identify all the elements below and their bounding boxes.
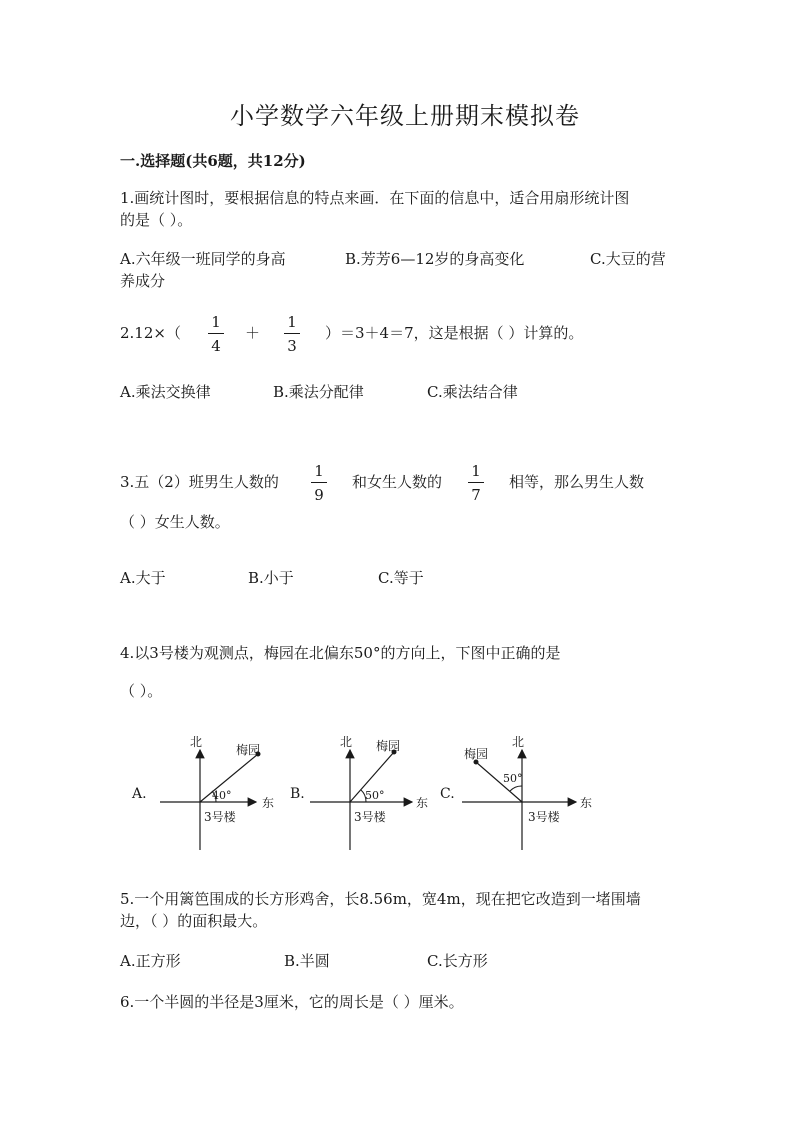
- q2-fraction-1-denominator: 4: [211, 337, 221, 355]
- diagram-a-angle-label: 40°: [212, 789, 232, 802]
- diagram-b-angle-label: 50°: [365, 789, 385, 802]
- q2-plus-sign: ＋: [245, 324, 261, 342]
- q5-option-a: A.正方形: [120, 952, 181, 970]
- q1-option-a: A.六年级一班同学的身高: [120, 250, 286, 268]
- diagram-b-east-label: 东: [416, 796, 429, 810]
- q2-prefix: 2.12×（: [120, 324, 181, 342]
- q2-fraction-2-numerator: 1: [287, 313, 297, 331]
- q2-option-c: C.乘法结合律: [427, 383, 518, 401]
- diagram-a-origin-label: 3号楼: [204, 810, 236, 824]
- q5-option-c: C.长方形: [427, 952, 488, 970]
- q1-option-b: B.芳芳6—12岁的身高变化: [345, 250, 525, 268]
- q3-fraction-1: [309, 461, 329, 505]
- diagram-c-label: C.: [440, 786, 455, 802]
- diagram-c-target-label: 梅园: [464, 747, 489, 761]
- q3-suffix: 相等，那么男生人数: [509, 473, 645, 491]
- diagram-c-north-label: 北: [512, 735, 525, 749]
- diagram-c-angle-arc: [510, 786, 522, 791]
- q5-option-b: B.半圆: [284, 952, 330, 970]
- q2-fraction-2-denominator: 3: [287, 337, 297, 355]
- diagram-c-origin-label: 3号楼: [528, 810, 560, 824]
- q2-fraction-2: [282, 312, 302, 356]
- q2-option-b: B.乘法分配律: [273, 383, 364, 401]
- diagram-b-target-label: 梅园: [376, 739, 401, 753]
- q5-text-line2: 边，（ ）的面积最大。: [120, 912, 268, 930]
- diagram-b-label: B.: [290, 786, 305, 802]
- diagram-a-label: A.: [132, 786, 147, 802]
- diagram-a-target-label: 梅园: [236, 743, 261, 757]
- page-title: 小学数学六年级上册期末模拟卷: [230, 102, 580, 130]
- q2-fraction-1: [206, 312, 226, 356]
- diagram-a-north-label: 北: [190, 735, 203, 749]
- diagram-c: [440, 735, 592, 850]
- diagram-b: [290, 735, 428, 850]
- q3-option-b: B.小于: [248, 569, 294, 587]
- q3-fraction-1-numerator: 1: [314, 462, 324, 480]
- q1-text-line2: 的是（ ）。: [120, 211, 193, 229]
- section-heading: 一.选择题(共6题，共12分): [120, 152, 306, 170]
- q4-direction-diagrams: [120, 730, 600, 860]
- q5-text-line1: 5.一个用篱笆围成的长方形鸡舍，长8.56m，宽4m，现在把它改造到一堵围墙: [120, 890, 641, 908]
- q3-fraction-2-numerator: 1: [471, 462, 481, 480]
- q3-fraction-2-denominator: 7: [471, 486, 481, 504]
- q1-text-line1: 1.画统计图时，要根据信息的特点来画．在下面的信息中，适合用扇形统计图: [120, 189, 630, 207]
- q1-option-c-continued: 养成分: [120, 272, 166, 290]
- q2-suffix: ）＝3＋4＝7，这是根据（ ）计算的。: [325, 324, 584, 342]
- q3-fraction-2: [466, 461, 486, 505]
- q4-text-line2: （ ）。: [120, 682, 163, 700]
- diagram-c-angle-label: 50°: [503, 772, 523, 785]
- q3-prefix: 3.五（2）班男生人数的: [120, 473, 279, 491]
- q3-text-line2: （ ）女生人数。: [120, 513, 230, 531]
- q1-option-c: C.大豆的营: [590, 250, 666, 268]
- diagram-b-origin-label: 3号楼: [354, 810, 386, 824]
- q3-middle: 和女生人数的: [352, 473, 443, 491]
- q2-option-a: A.乘法交换律: [120, 383, 211, 401]
- diagram-a: [131, 735, 274, 850]
- q3-fraction-1-denominator: 9: [314, 486, 324, 504]
- q2-fraction-1-numerator: 1: [211, 313, 221, 331]
- q6-text-line1: 6.一个半圆的半径是3厘米，它的周长是（ ）厘米。: [120, 993, 464, 1011]
- q3-option-a: A.大于: [120, 569, 166, 587]
- diagram-c-east-label: 东: [580, 796, 593, 810]
- diagram-a-east-label: 东: [262, 796, 275, 810]
- q4-text-line1: 4.以3号楼为观测点，梅园在北偏东50°的方向上，下图中正确的是: [120, 644, 561, 662]
- diagram-b-north-label: 北: [340, 735, 353, 749]
- q3-option-c: C.等于: [378, 569, 424, 587]
